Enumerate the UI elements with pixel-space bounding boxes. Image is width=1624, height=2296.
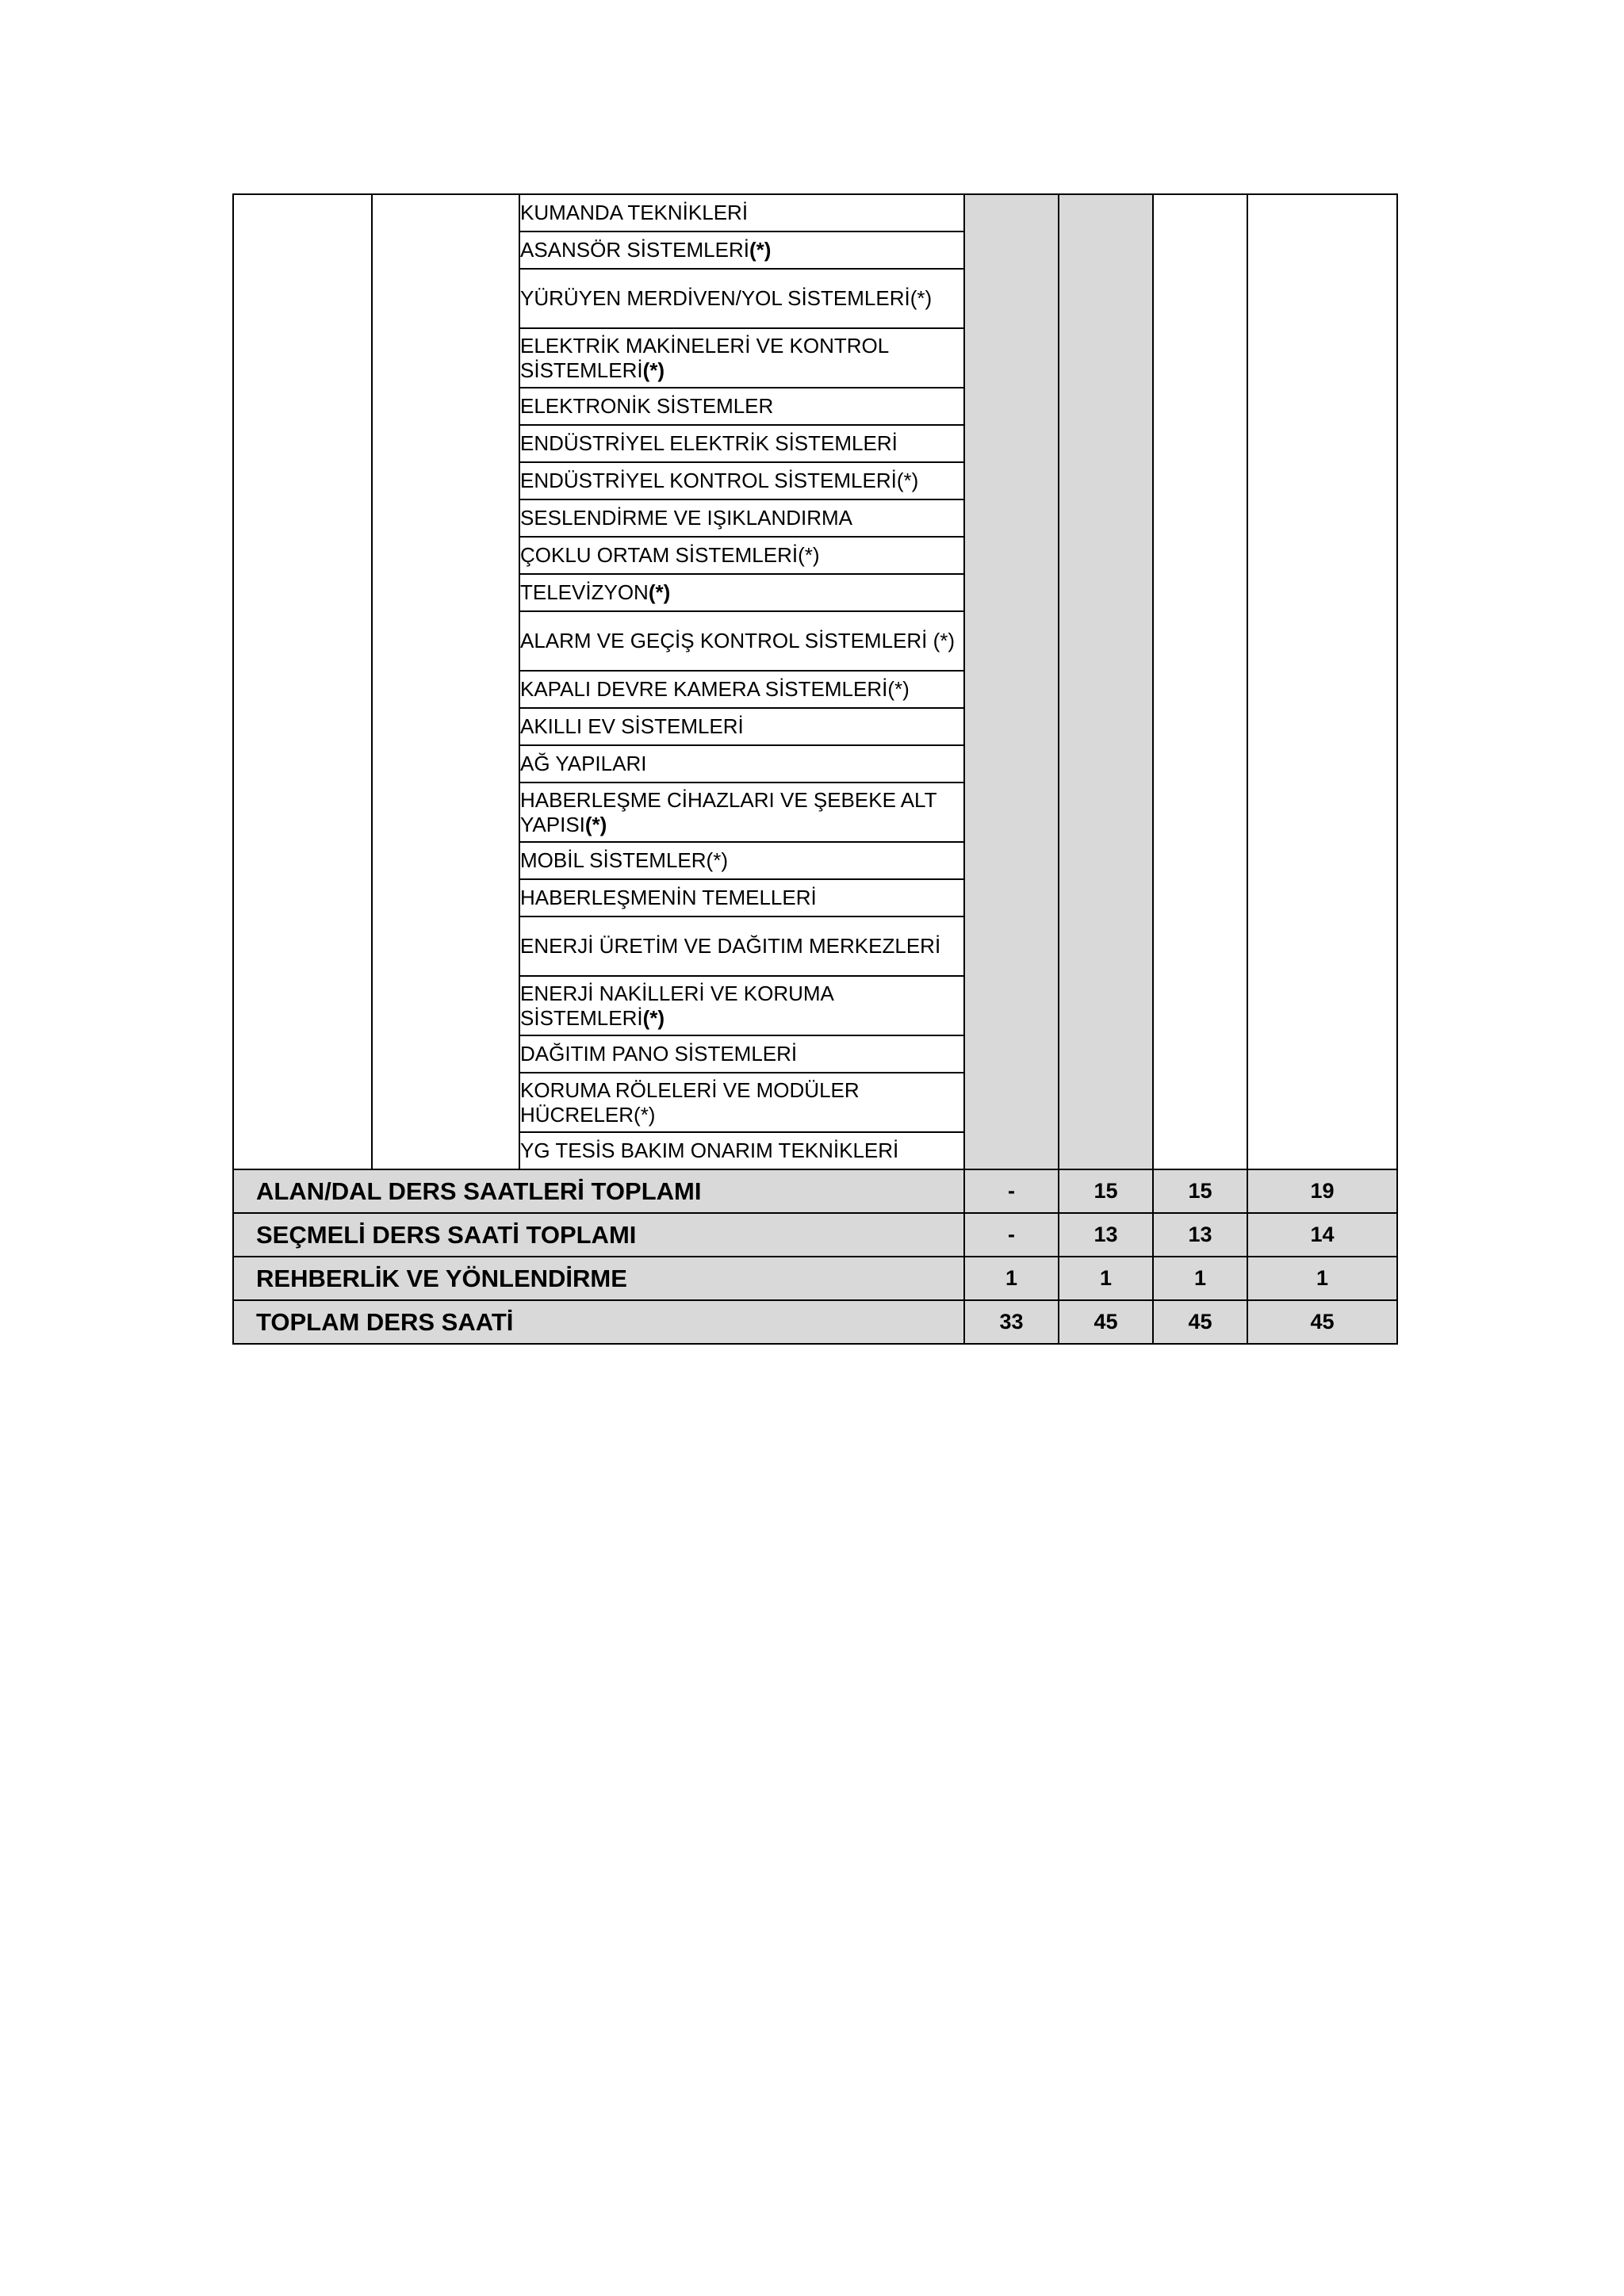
summary-label: TOPLAM DERS SAATİ <box>233 1300 964 1344</box>
course-name: KORUMA RÖLELERİ VE MODÜLER HÜCRELER <box>520 1077 860 1127</box>
empty-area-cell <box>372 194 519 1169</box>
summary-value: 1 <box>1153 1257 1247 1300</box>
summary-row <box>233 1257 1397 1300</box>
course-name: ASANSÖR SİSTEMLERİ <box>520 238 749 262</box>
course-name: ENDÜSTRİYEL KONTROL SİSTEMLERİ <box>520 469 897 492</box>
summary-value: 13 <box>1153 1213 1247 1257</box>
course-name: ENERJİ ÜRETİM VE DAĞITIM MERKEZLERİ <box>520 934 941 958</box>
elective-mark: (*) <box>933 629 956 652</box>
elective-mark: (*) <box>634 1102 656 1127</box>
summary-row <box>233 1213 1397 1257</box>
grade-11-hours-cell <box>1153 194 1247 1169</box>
course-name: ÇOKLU ORTAM SİSTEMLERİ <box>520 543 799 567</box>
course-name: SESLENDİRME VE IŞIKLANDIRMA <box>520 506 852 530</box>
course-name: AKILLI EV SİSTEMLERİ <box>520 714 744 738</box>
course-name: ENERJİ NAKİLLERİ VE KORUMA SİSTEMLERİ <box>520 981 833 1030</box>
course-name-cell <box>519 537 964 574</box>
elective-mark: (*) <box>648 580 671 604</box>
course-row <box>233 194 1397 232</box>
summary-value: 1 <box>1059 1257 1153 1300</box>
course-name-cell <box>519 499 964 537</box>
course-name-cell <box>519 916 964 976</box>
summary-value: 19 <box>1247 1169 1397 1213</box>
course-name-cell <box>519 611 964 671</box>
elective-mark: (*) <box>910 286 933 310</box>
summary-value: 1 <box>1247 1257 1397 1300</box>
course-name-cell <box>519 879 964 916</box>
elective-mark: (*) <box>798 543 820 567</box>
elective-mark: (*) <box>896 469 919 492</box>
course-name-cell <box>519 269 964 328</box>
elective-mark: (*) <box>887 677 910 701</box>
course-name: ELEKTRONİK SİSTEMLER <box>520 394 774 418</box>
course-name: YÜRÜYEN MERDİVEN/YOL SİSTEMLERİ <box>520 286 910 310</box>
course-name-cell <box>519 328 964 388</box>
summary-value: 13 <box>1059 1213 1153 1257</box>
summary-value: - <box>964 1169 1059 1213</box>
elective-mark: (*) <box>642 1005 665 1030</box>
course-name-cell <box>519 194 964 232</box>
course-name-cell <box>519 1035 964 1073</box>
course-name: HABERLEŞME CİHAZLARI VE ŞEBEKE ALT YAPISI <box>520 787 937 836</box>
summary-value: 1 <box>964 1257 1059 1300</box>
summary-row <box>233 1169 1397 1213</box>
course-name-cell <box>519 1073 964 1132</box>
grade-12-hours-cell <box>1247 194 1397 1169</box>
course-name-cell <box>519 708 964 745</box>
summary-row <box>233 1300 1397 1344</box>
course-name: YG TESİS BAKIM ONARIM TEKNİKLERİ <box>520 1138 899 1162</box>
summary-label: ALAN/DAL DERS SAATLERİ TOPLAMI <box>233 1169 964 1213</box>
course-name: DAĞITIM PANO SİSTEMLERİ <box>520 1042 798 1066</box>
grade-10-hours-cell <box>1059 194 1153 1169</box>
course-name-cell <box>519 842 964 879</box>
course-name-cell <box>519 671 964 708</box>
curriculum-table <box>232 193 1398 1345</box>
course-name-cell <box>519 462 964 499</box>
empty-class-cell <box>233 194 372 1169</box>
course-name: KUMANDA TEKNİKLERİ <box>520 201 749 224</box>
course-name: AĞ YAPILARI <box>520 752 647 775</box>
course-name: ENDÜSTRİYEL ELEKTRİK SİSTEMLERİ <box>520 431 898 455</box>
summary-value: 15 <box>1059 1169 1153 1213</box>
course-name-cell <box>519 574 964 611</box>
summary-value: - <box>964 1213 1059 1257</box>
course-name-cell <box>519 976 964 1035</box>
summary-value: 45 <box>1247 1300 1397 1344</box>
elective-mark: (*) <box>642 358 665 382</box>
course-name-cell <box>519 745 964 783</box>
course-name: ELEKTRİK MAKİNELERİ VE KONTROL SİSTEMLERİ <box>520 333 889 382</box>
course-name-cell <box>519 1132 964 1169</box>
summary-value: 45 <box>1153 1300 1247 1344</box>
summary-value: 14 <box>1247 1213 1397 1257</box>
course-name: ALARM VE GEÇİŞ KONTROL SİSTEMLERİ <box>520 629 933 652</box>
course-name-cell <box>519 232 964 269</box>
summary-value: 33 <box>964 1300 1059 1344</box>
course-name: HABERLEŞMENİN TEMELLERİ <box>520 886 817 909</box>
elective-mark: (*) <box>749 238 772 262</box>
summary-value: 45 <box>1059 1300 1153 1344</box>
summary-label: REHBERLİK VE YÖNLENDİRME <box>233 1257 964 1300</box>
curriculum-table-body <box>233 194 1397 1344</box>
course-name-cell <box>519 388 964 425</box>
summary-label: SEÇMELİ DERS SAATİ TOPLAMI <box>233 1213 964 1257</box>
course-name-cell <box>519 783 964 842</box>
course-name: KAPALI DEVRE KAMERA SİSTEMLERİ <box>520 677 888 701</box>
course-name: MOBİL SİSTEMLER <box>520 848 707 872</box>
grade-9-hours-cell <box>964 194 1059 1169</box>
summary-value: 15 <box>1153 1169 1247 1213</box>
course-name-cell <box>519 425 964 462</box>
elective-mark: (*) <box>706 848 728 872</box>
course-name: TELEVİZYON <box>520 580 649 604</box>
elective-mark: (*) <box>584 812 607 836</box>
